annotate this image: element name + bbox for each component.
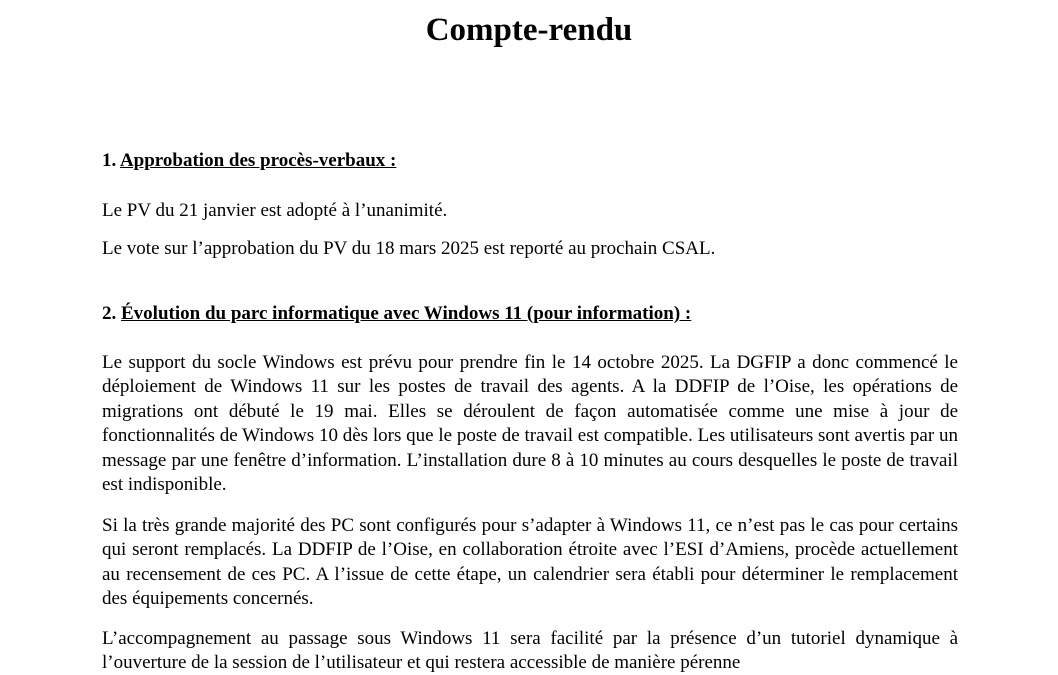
section-2-title: Évolution du parc informatique avec Windows 11 (pour information) : bbox=[121, 303, 692, 324]
section-1-title: Approbation des procès-verbaux : bbox=[119, 150, 397, 171]
section-1-paragraph-2: Le vote sur l’approbation du PV du 18 mars 2025 est reporté au prochain CSAL. bbox=[102, 238, 716, 259]
section-1-paragraph-1: Le PV du 21 janvier est adopté à l’unanimité. bbox=[102, 200, 448, 221]
section-2-paragraph-3: L’accompagnement au passage sous Windows 11 sera facilité par la présence d’un tutoriel dynamique à l’ouverture de la session de l’utilisateur et qui restera accessible de manière pérenne bbox=[102, 628, 958, 674]
section-2-paragraph-2: Si la très grande majorité des PC sont configurés pour s’adapter à Windows 11, ce n’est pas le cas pour certains qui seront remplacés. La DDFIP de l’Oise, en collaboration étroite avec l’ESI d’Amiens, procède actuellement au recensement de ces PC. A l’issue de cette étape, un calendrier sera établi pour déterminer le remplacement des équipements concernés. bbox=[102, 515, 958, 610]
section-1-heading bbox=[102, 149, 396, 173]
section-2-number: 2. bbox=[102, 303, 117, 324]
document-title: Compte-rendu bbox=[425, 12, 633, 48]
section-2-heading bbox=[102, 302, 691, 326]
section-1-number: 1. bbox=[102, 150, 117, 171]
section-2-paragraph-1: Le support du socle Windows est prévu pour prendre fin le 14 octobre 2025. La DGFIP a donc commencé le déploiement de Windows 11 sur les postes de travail des agents. A la DDFIP de l’Oise, les opérations de migrations ont débuté le 19 mai. Elles se déroulent de façon automatisée comme une mise à jour de fonctionnalités de Windows 10 dès lors que le poste de travail est compatible. Les utilisateurs sont avertis par un message par une fenêtre d’information. L’installation dure 8 à 10 minutes au cours desquelles le poste de travail est indisponible. bbox=[102, 352, 958, 496]
